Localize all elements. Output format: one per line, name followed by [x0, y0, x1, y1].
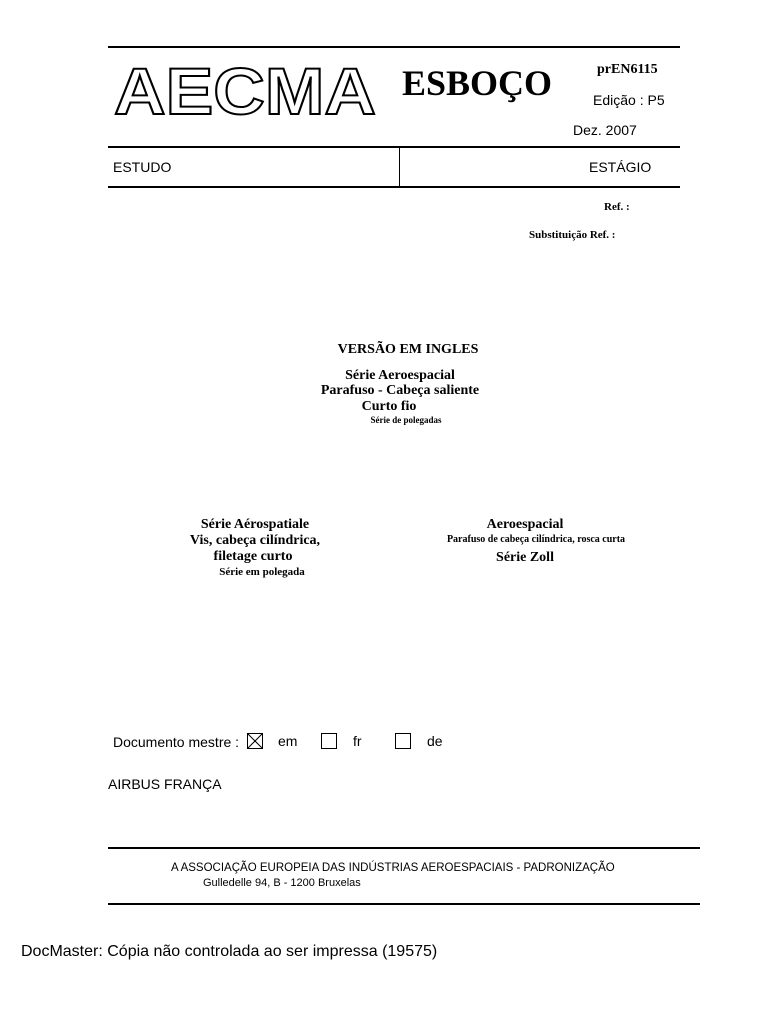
- german-title-line3: Série Zoll: [496, 550, 554, 565]
- option-label-de: de: [427, 733, 443, 749]
- footer-bottom-rule: [108, 903, 700, 905]
- checkbox-fr[interactable]: [321, 733, 337, 749]
- french-title-line2: Vis, cabeça cilíndrica,: [189, 533, 321, 548]
- date: Dez. 2007: [573, 122, 637, 138]
- header-bottom-rule: [108, 186, 680, 188]
- association-address: Gulledelle 94, B - 1200 Bruxelas: [203, 877, 361, 889]
- aecma-logo-text: AECMA: [114, 64, 376, 118]
- main-title-line1: Série Aeroespacial: [345, 368, 455, 383]
- german-title-line2: Parafuso de cabeça cilíndrica, rosca curta: [446, 534, 626, 545]
- doc-type-title: ESBOÇO: [402, 63, 553, 103]
- company-name: AIRBUS FRANÇA: [108, 776, 222, 792]
- doc-code: prEN6115: [597, 62, 658, 77]
- header-middle-rule: [108, 146, 680, 148]
- edition: Edição : P5: [593, 92, 665, 108]
- check-x-icon: [248, 734, 262, 748]
- substitution-ref-label: Substituição Ref. :: [529, 229, 616, 241]
- checkbox-de[interactable]: [395, 733, 411, 749]
- option-label-em: em: [278, 733, 298, 749]
- aecma-logo: [112, 64, 378, 118]
- association-name: A ASSOCIAÇÃO EUROPEIA DAS INDÚSTRIAS AEROESPACIAIS - PADRONIZAÇÃO: [171, 862, 615, 874]
- main-title-line2: Parafuso - Cabeça saliente: [320, 383, 480, 398]
- study-label: ESTUDO: [113, 159, 172, 175]
- french-title-line3: filetage curto: [213, 549, 293, 564]
- header-divider: [399, 148, 400, 186]
- english-version-title: VERSÃO EM INGLES: [337, 342, 479, 357]
- french-title-line1: Série Aérospatiale: [200, 517, 310, 532]
- checkbox-em[interactable]: [247, 733, 263, 749]
- german-title-line1: Aeroespacial: [486, 517, 564, 532]
- header-top-rule: [108, 46, 680, 48]
- option-label-fr: fr: [353, 733, 362, 749]
- footer-top-rule: [108, 847, 700, 849]
- main-title-line4: Série de polegadas: [370, 415, 442, 425]
- stage-label: ESTÁGIO: [589, 159, 652, 175]
- main-title-line3: Curto fio: [361, 399, 417, 414]
- ref-label: Ref. :: [604, 201, 630, 213]
- master-document-label: Documento mestre :: [113, 734, 240, 750]
- docmaster-note: DocMaster: Cópia não controlada ao ser impressa (19575): [21, 943, 438, 960]
- french-title-line4: Série em polegada: [219, 566, 305, 578]
